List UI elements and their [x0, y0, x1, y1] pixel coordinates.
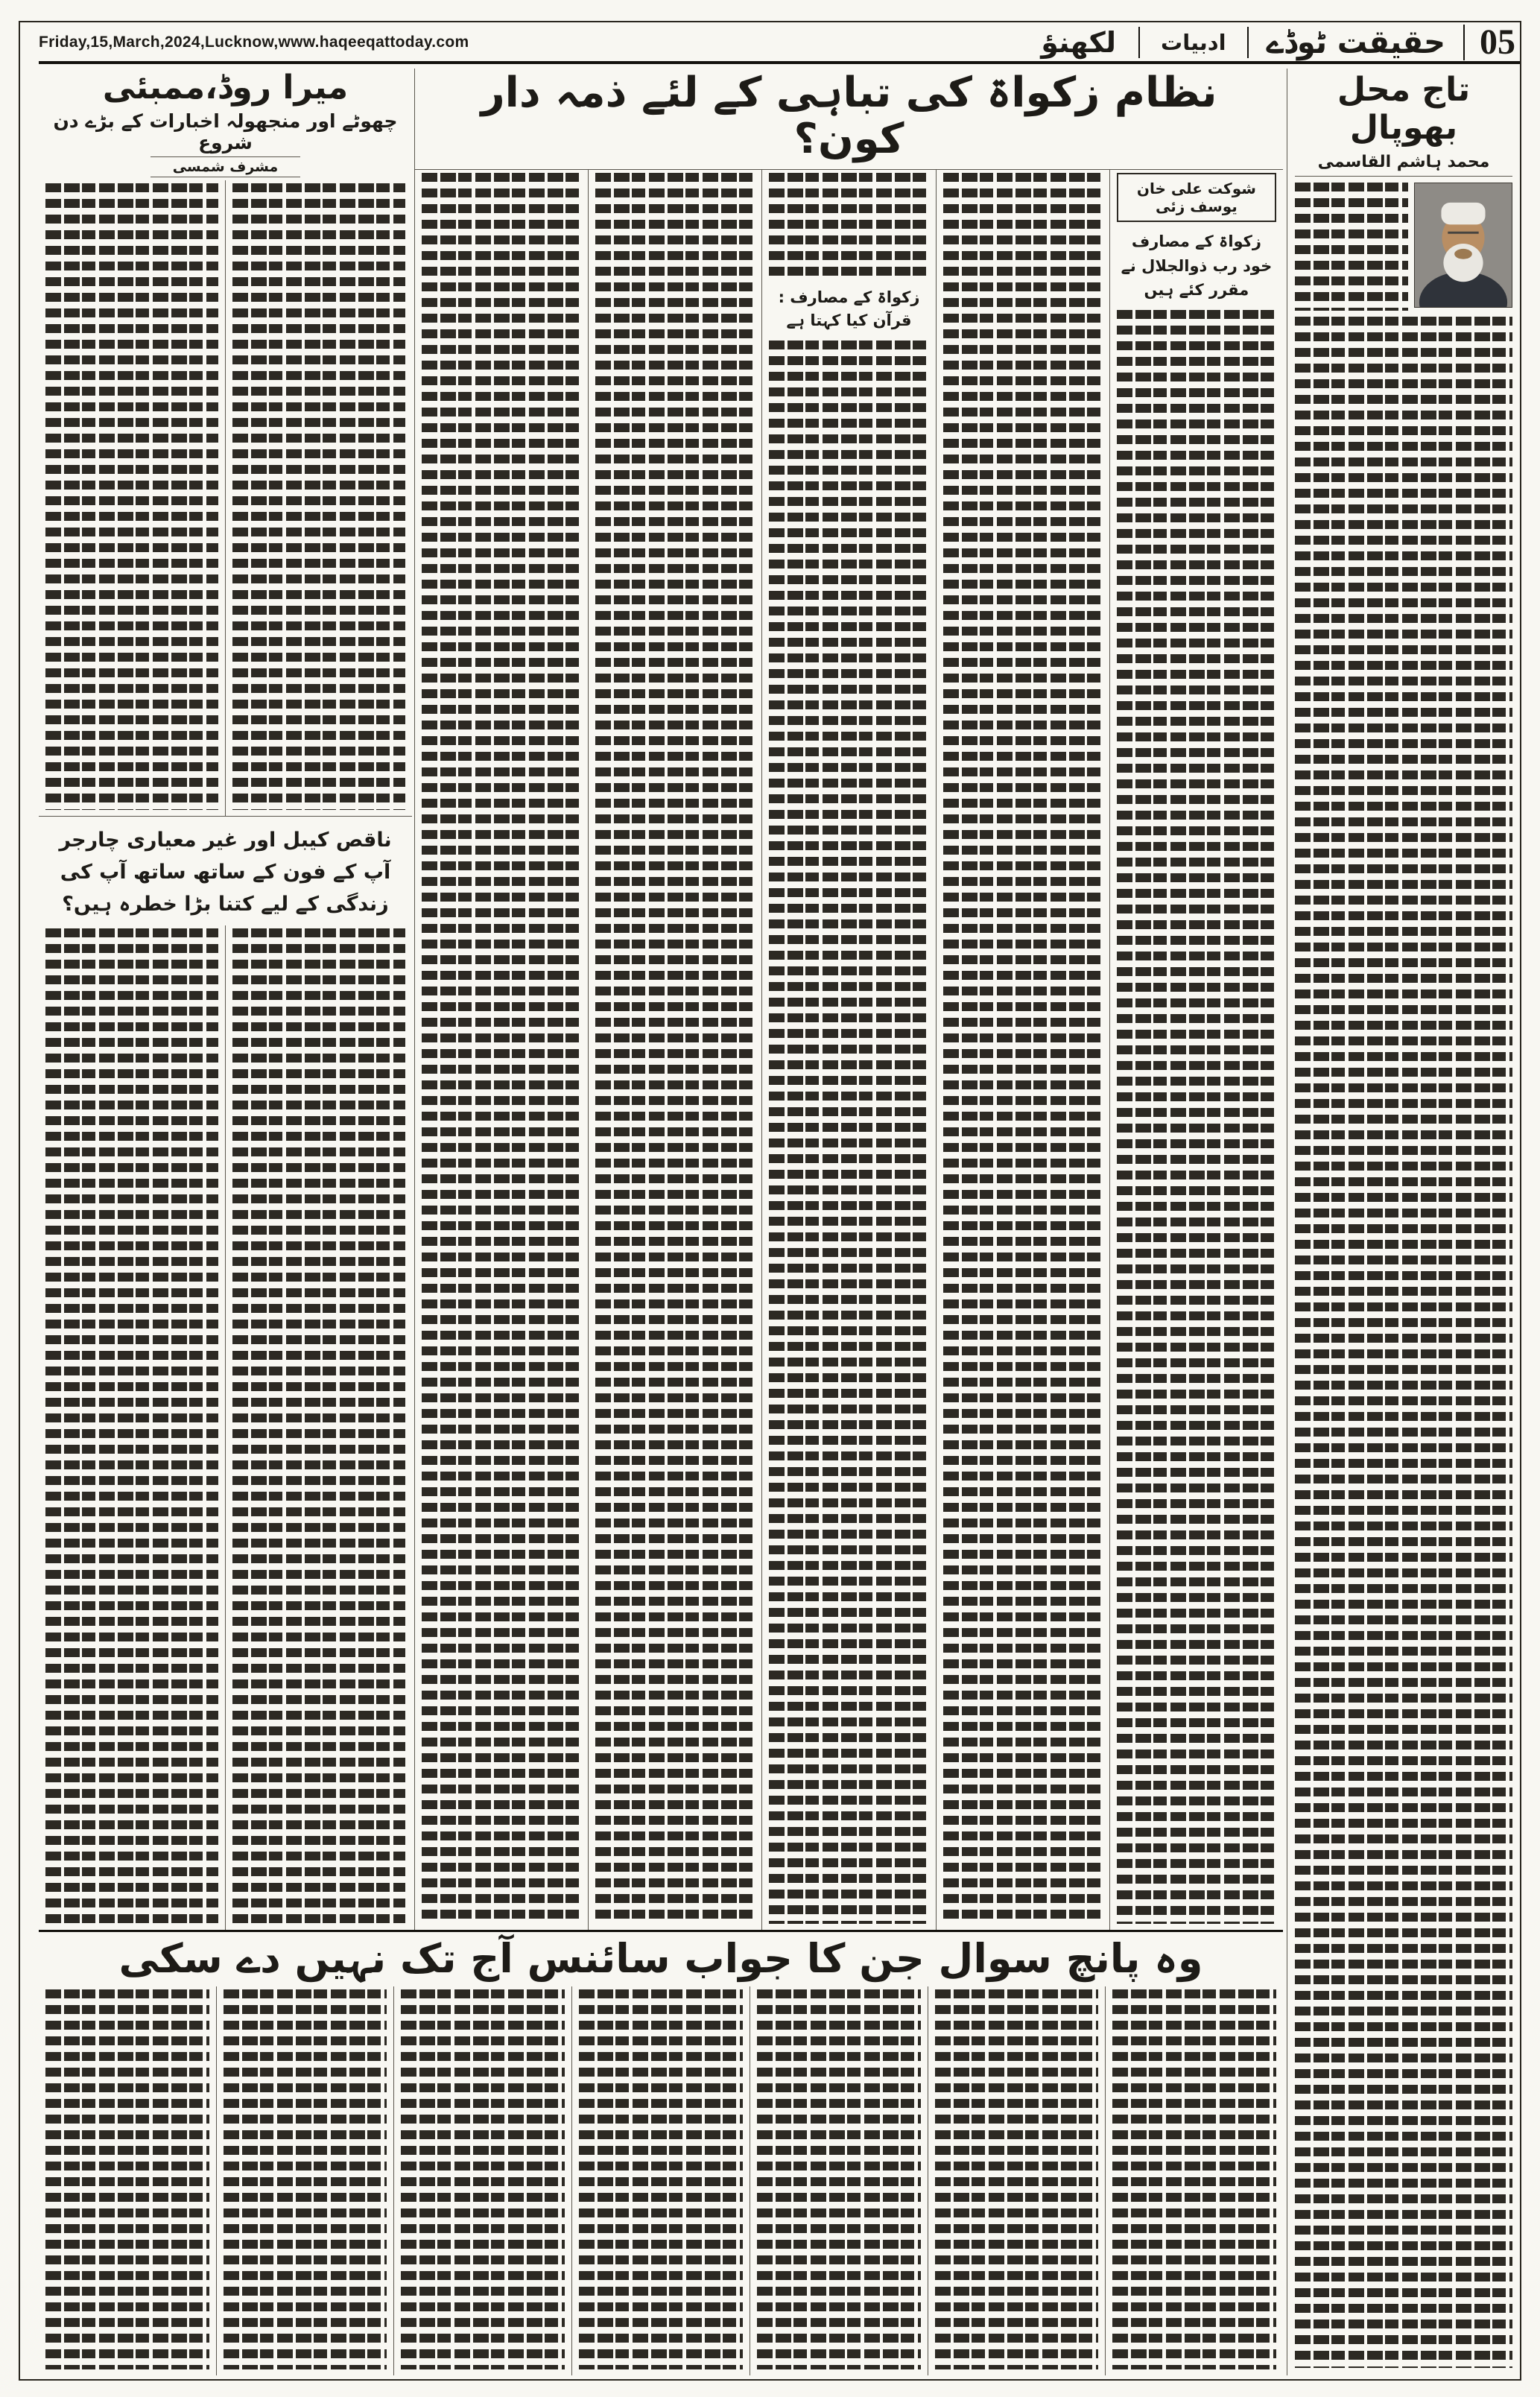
zakat-subhead: زکواۃ کے مصارف : قرآن کیا کہتا ہے [778, 288, 920, 329]
text-column [936, 170, 1109, 1930]
body-text [595, 173, 755, 1924]
body-text [232, 183, 405, 810]
article-faulty-cable-charger [39, 817, 412, 1930]
text-column [415, 170, 588, 1930]
dateline: Friday,15,March,2024,Lucknow,www.haqeeqattoday.com [39, 34, 469, 51]
author-photo [1414, 183, 1512, 308]
text-column [928, 1986, 1106, 2375]
text-column [225, 925, 412, 1930]
cable-columns [39, 925, 412, 1930]
page-header [39, 24, 1520, 64]
body-text [579, 1989, 743, 2369]
mira-subhead: چھوٹے اور منجھولہ اخبارات کے بڑے دن شروع [53, 110, 398, 154]
body-text [935, 1989, 1099, 2369]
article-taj-mahal-bhopal [1287, 69, 1520, 2375]
body-text [422, 173, 581, 1924]
text-column [225, 180, 412, 816]
text-column [216, 1986, 394, 2375]
mira-headline: میرا روڈ،ممبئی [102, 69, 349, 107]
article-five-science-questions [39, 1930, 1283, 2375]
text-column [750, 1986, 928, 2375]
body-text [1112, 1989, 1276, 2369]
text-column [761, 170, 935, 1930]
text-column [39, 925, 225, 1930]
body-text [224, 1989, 387, 2369]
zakat-columns [415, 170, 1283, 1930]
article-mira-road [39, 69, 412, 817]
taj-headline: تاج محل بھوپال [1337, 71, 1471, 147]
section-label: ادبیات [1138, 27, 1249, 58]
body-text [1117, 310, 1276, 1924]
text-column [588, 170, 761, 1930]
zakat-byline: شوکت علی خان یوسف زئی [1117, 173, 1276, 222]
body-text [943, 173, 1103, 1924]
mira-columns [39, 180, 412, 816]
body-text [232, 928, 405, 1924]
mira-byline: مشرف شمسی [150, 156, 300, 177]
body-text [401, 1989, 565, 2369]
science-headline: وہ پانچ سوال جن کا جواب سائنس آج تک نہیں دے سکی [118, 1935, 1203, 1982]
text-column [571, 1986, 750, 2375]
zakat-headline: نظام زکواۃ کی تباہی کے لئے ذمہ دار کون؟ [415, 69, 1283, 170]
text-column [393, 1986, 571, 2375]
masthead: حقیقت ٹوڈے [1266, 24, 1445, 61]
article-zakat-system [414, 69, 1283, 1930]
city-label: لکھنؤ [1041, 26, 1117, 59]
text-column [1105, 1986, 1283, 2375]
body-text [45, 183, 218, 810]
photo-cap [1441, 203, 1485, 225]
body-text [757, 1989, 921, 2369]
zakat-bold-lead: زکواۃ کے مصارف خود رب ذوالجلال نے مقرر کئے ہیں [1121, 232, 1273, 300]
taj-byline: محمد ہاشم القاسمی [1295, 153, 1512, 177]
body-text [45, 1989, 209, 2369]
cable-headline: ناقص کیبل اور غیر معیاری چارجر آپ کے فون کے ساتھ ساتھ آپ کی زندگی کے لیے کتنا بڑا خطرہ ہیں؟ [59, 829, 392, 916]
page-number: 05 [1463, 25, 1520, 60]
body-text [45, 928, 218, 1924]
taj-lead-row [1295, 183, 1512, 311]
header-nameplate-group [1018, 24, 1520, 61]
body-text [1295, 317, 1512, 2368]
text-column [39, 180, 225, 816]
science-columns [39, 1986, 1283, 2375]
body-text [769, 341, 928, 1924]
body-text [1295, 183, 1408, 311]
text-column [39, 1986, 216, 2375]
text-column [1109, 170, 1283, 1930]
body-text [769, 173, 928, 277]
